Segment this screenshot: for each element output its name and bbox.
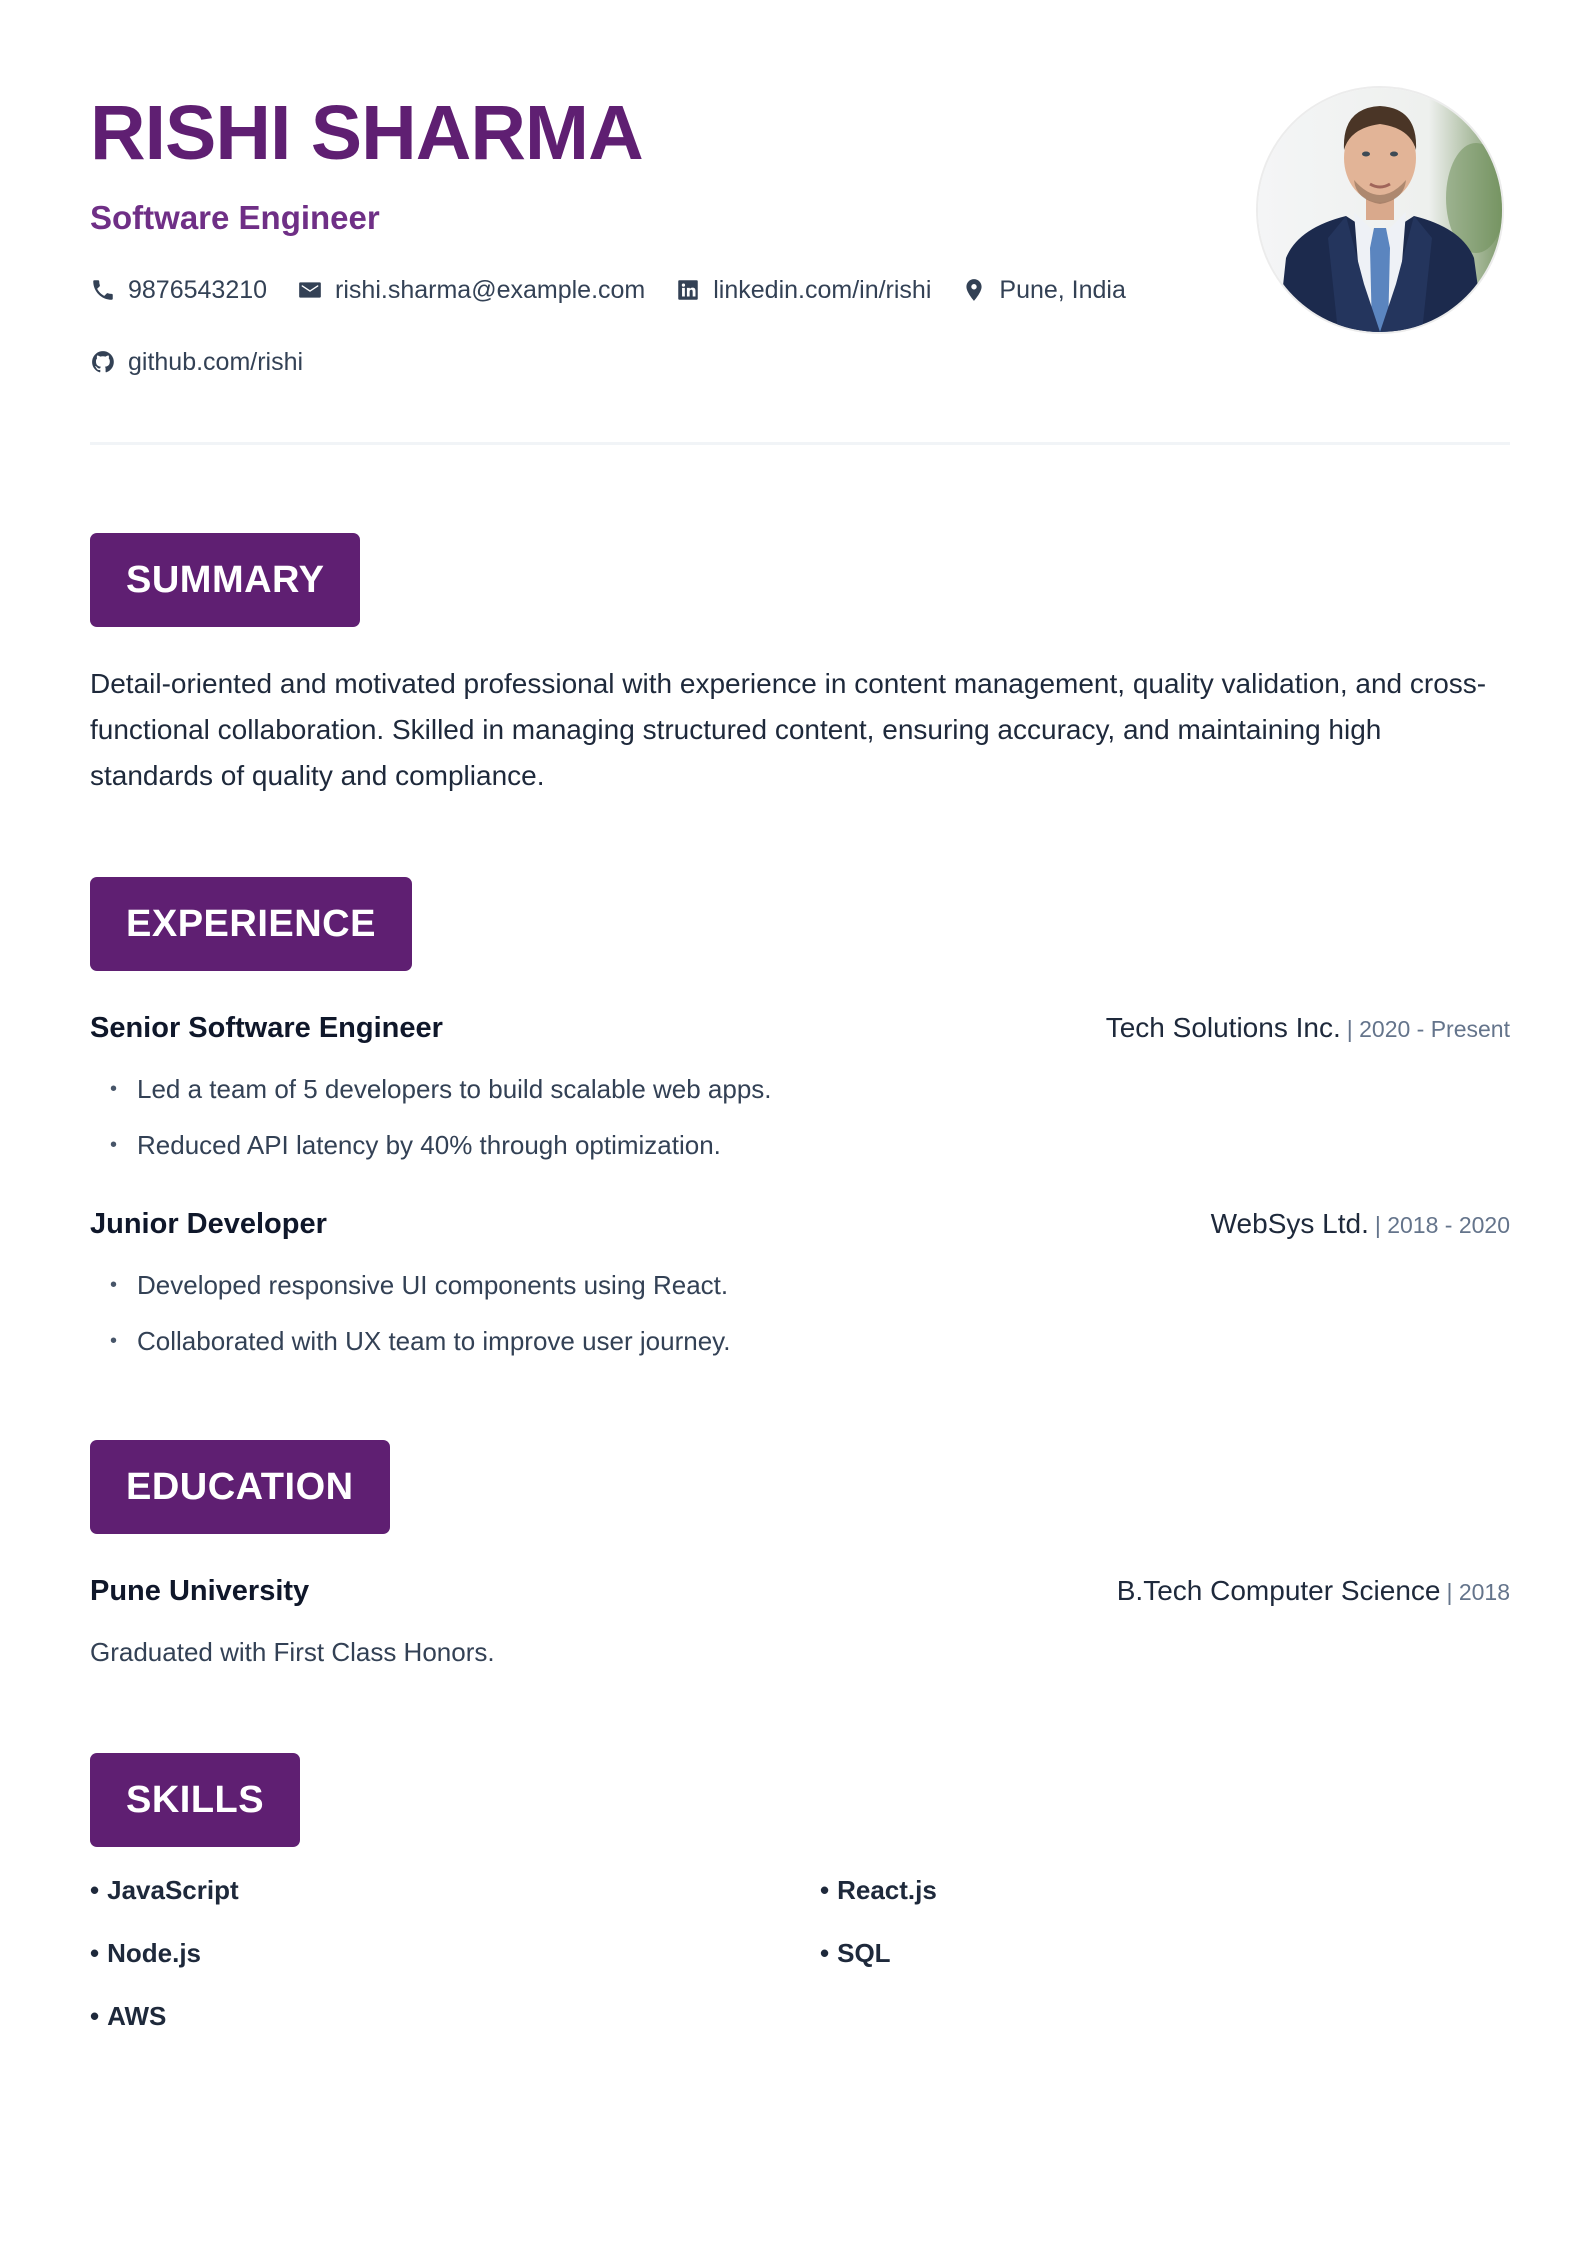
education-school: Pune University [90,1575,310,1607]
education-year: | 2018 [1446,1579,1510,1605]
experience-company: Tech Solutions Inc. [1105,1012,1341,1043]
experience-company-block [1211,1208,1510,1240]
experience-role: Senior Software Engineer [90,1012,443,1044]
summary-text: Detail-oriented and motivated professional with experience in content management, quality validation, and cross-functional collaboration. Skilled in managing structured content, ensuring accuracy, and maintaining high standards of quality and compliance. [90,668,1487,791]
education-description: Graduated with First Class Honors. [90,1637,495,1667]
experience-dates: | 2018 - 2020 [1374,1212,1510,1238]
contact-linkedin[interactable] [675,270,931,310]
skill-item: • SQL [820,1938,891,1968]
contact-email[interactable] [297,270,645,310]
experience-item-header [90,1012,1510,1045]
phone-icon [90,277,116,303]
skills-list [90,1870,1510,2036]
location-icon [961,277,987,303]
experience-dates: | 2020 - Present [1346,1016,1510,1042]
skill-item: • JavaScript [90,1875,239,1905]
resume-page [90,0,1510,2246]
experience-bullet: • Led a team of 5 developers to build scalable web apps. [90,1061,1510,1117]
profile-photo [1258,88,1502,332]
experience-bullet: • Collaborated with UX team to improve user journey. [90,1313,1510,1369]
experience-company-block [1106,1012,1510,1044]
section-heading-summary: SUMMARY [90,533,360,627]
candidate-name: RISHI SHARMA [90,90,643,176]
education-degree-block [1117,1575,1510,1607]
contact-phone-text: 9876543210 [128,275,268,304]
linkedin-icon [675,277,701,303]
section-heading-education: EDUCATION [90,1440,390,1534]
skill-item: • Node.js [90,1938,202,1968]
contact-email-text: rishi.sharma@example.com [335,275,646,304]
section-heading-skills: SKILLS [90,1753,300,1847]
contact-github[interactable] [90,342,303,382]
job-title: Software Engineer [90,199,380,236]
education-degree: B.Tech Computer Science [1116,1575,1441,1606]
contact-list [90,270,1250,382]
education-item-header [90,1575,1510,1608]
experience-bullets [90,1257,1510,1369]
experience-role: Junior Developer [90,1208,327,1240]
contact-phone[interactable] [90,270,267,310]
experience-bullet: • Reduced API latency by 40% through optimization. [90,1117,1510,1173]
contact-linkedin-text: linkedin.com/in/rishi [713,275,932,304]
experience-bullet: • Developed responsive UI components using React. [90,1257,1510,1313]
section-heading-experience: EXPERIENCE [90,877,412,971]
email-icon [297,277,323,303]
experience-item-header [90,1208,1510,1241]
skill-item: • AWS [90,2001,167,2031]
header-divider [90,442,1510,445]
profile-photo-illustration [1258,88,1502,332]
contact-location [961,270,1126,310]
contact-github-text: github.com/rishi [128,347,304,376]
contact-location-text: Pune, India [999,275,1126,304]
experience-bullets [90,1061,1510,1173]
skill-item: • React.js [820,1875,937,1905]
github-icon [90,349,116,375]
experience-company: WebSys Ltd. [1210,1208,1369,1239]
